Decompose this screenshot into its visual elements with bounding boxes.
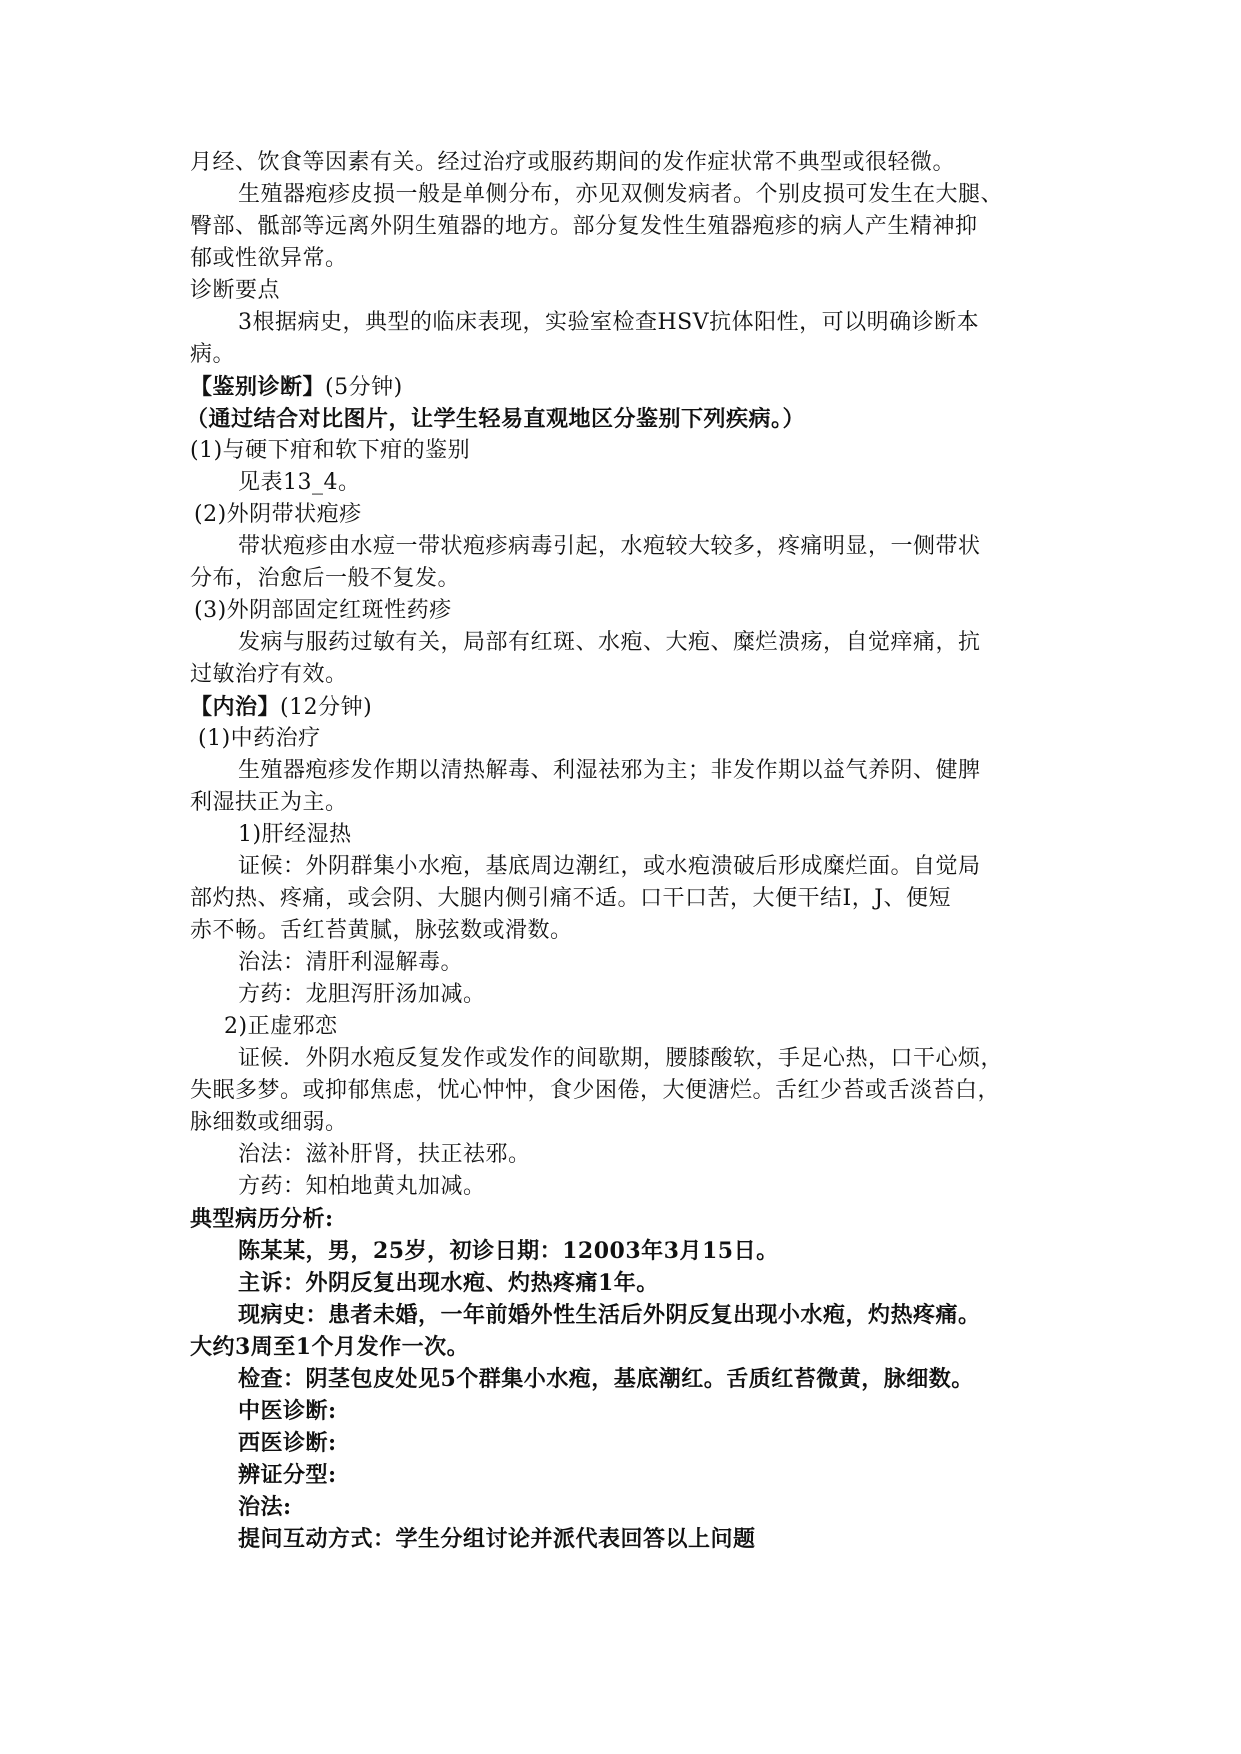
duration-label: (5分钟) [325,375,403,400]
text-line: 部灼热、疼痛，或会阴、大腿内侧引痛不适。口干口苦，大便干结I，J、便短 [190,886,952,911]
text-line: 治法: [238,1494,292,1520]
section-heading: 诊断要点 [190,278,281,303]
text-line: 治法：滋补肝肾，扶正祛邪。 [238,1142,531,1167]
text-line: 2)正虚邪恋 [224,1014,338,1039]
section-heading [190,372,403,403]
text-line: 治法：清肝利湿解毒。 [238,950,464,975]
text-line: (2)外阴带状疱疹 [194,502,362,527]
text-line: 证候．外阴水疱反复发作或发作的间歇期，腰膝酸软，手足心热，口干心烦， [238,1046,1004,1071]
text-line: 失眠多梦。或抑郁焦虑，忧心忡忡，食少困倦，大便溏烂。舌红少苔或舌淡苔白， [190,1078,1001,1103]
text-line: (1)与硬下疳和软下疳的鉴别 [190,438,471,463]
text-line: 带状疱疹由水痘一带状疱疹病毒引起，水疱较大较多，疼痛明显，一侧带状 [238,534,981,559]
text-line: 利湿扶正为主。 [190,790,348,815]
text-line: 现病史：患者未婚，一年前婚外性生活后外阴反复出现小水疱，灼热疼痛。 [238,1302,981,1328]
text-line: 大约3周至1个月发作一次。 [190,1334,470,1360]
text-line: (3)外阴部固定红斑性药疹 [194,598,452,623]
text-line: 月经、饮食等因素有关。经过治疗或服药期间的发作症状常不典型或很轻微。 [190,150,956,175]
text-line: 发病与服药过敏有关，局部有红斑、水疱、大疱、糜烂溃疡，自觉痒痛，抗 [238,630,981,655]
text-line: 中医诊断: [238,1398,337,1424]
text-line: 臀部、骶部等远离外阴生殖器的地方。部分复发性生殖器疱疹的病人产生精神抑 [190,214,978,239]
text-line: 陈某某，男，25岁，初诊日期：12003年3月15日。 [238,1238,779,1264]
text-line: 方药：龙胆泻肝汤加减。 [238,982,486,1007]
text-line: 辨证分型: [238,1462,337,1488]
duration-label: (12分钟) [280,695,373,720]
text-line: 提问互动方式：学生分组讨论并派代表回答以上问题 [238,1526,756,1552]
text-line: 脉细数或细弱。 [190,1110,348,1135]
text-line: 证候：外阴群集小水疱，基底周边潮红，或水疱溃破后形成糜烂面。自觉局 [238,854,981,879]
heading-label: 【鉴别诊断】 [190,374,326,400]
text-line: 3根据病史，典型的临床表现，实验室检查HSV抗体阳性，可以明确诊断本 [238,310,980,335]
text-line: 1)肝经湿热 [238,822,352,847]
text-line: 病。 [190,342,236,367]
text-line: 方药：知柏地黄丸加减。 [238,1174,486,1199]
text-line: 分布，治愈后一般不复发。 [190,566,461,591]
text-line: 主诉：外阴反复出现水疱、灼热疼痛1年。 [238,1270,659,1296]
text-line: （通过结合对比图片，让学生轻易直观地区分鉴别下列疾病。） [186,406,806,432]
section-heading: 典型病历分析: [190,1206,334,1232]
text-line: 赤不畅。舌红苔黄腻，脉弦数或滑数。 [190,918,573,943]
text-line: 见表13_4。 [238,470,361,495]
text-line: 检查：阴茎包皮处见5个群集小水疱，基底潮红。舌质红苔微黄，脉细数。 [238,1366,974,1392]
text-line: 生殖器疱疹皮损一般是单侧分布，亦见双侧发病者。个别皮损可发生在大腿、 [238,182,1004,207]
text-line: 过敏治疗有效。 [190,662,348,687]
text-line: 郁或性欲异常。 [190,246,348,271]
text-line: (1)中药治疗 [198,726,321,751]
section-heading [190,692,372,723]
heading-label: 【内治】 [190,694,281,720]
text-line: 西医诊断: [238,1430,337,1456]
text-line: 生殖器疱疹发作期以清热解毒、利湿祛邪为主；非发作期以益气养阴、健脾 [238,758,981,783]
